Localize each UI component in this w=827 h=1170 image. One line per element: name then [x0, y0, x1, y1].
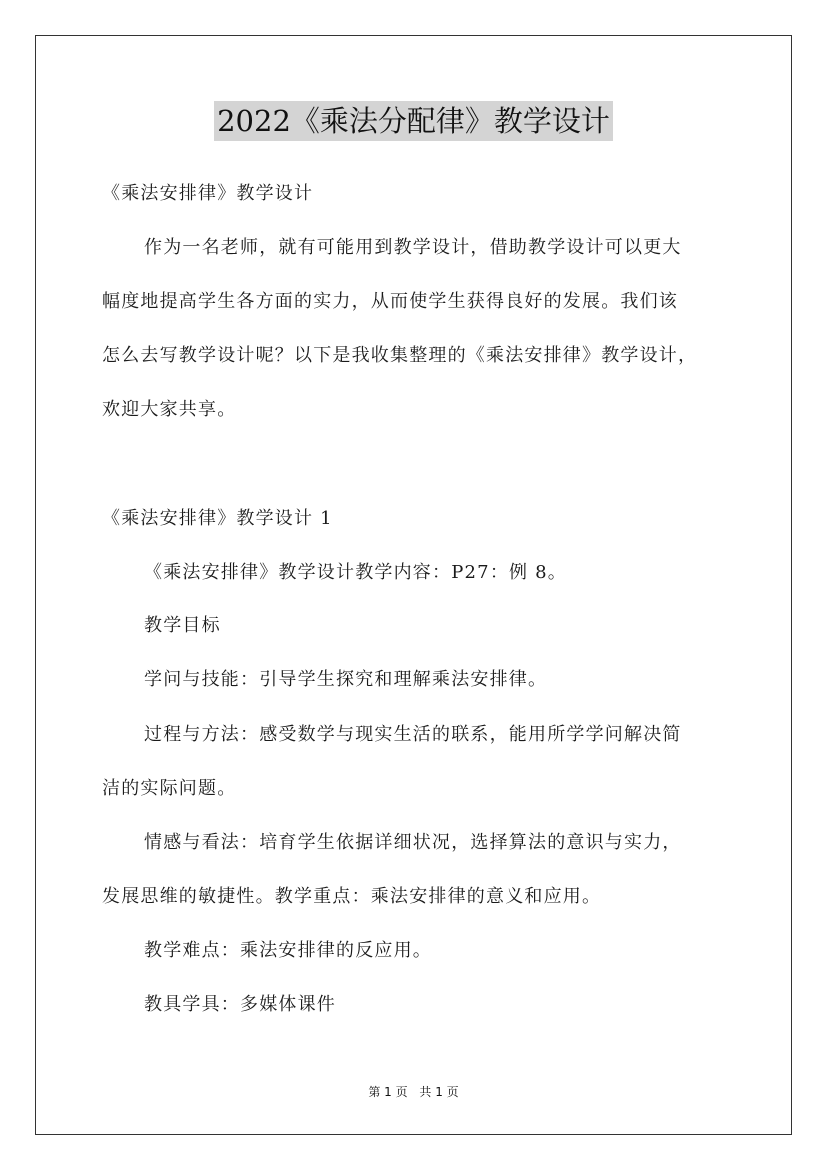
page-number-current: 第 1 页 [368, 1085, 408, 1099]
content-line: 《乘法安排律》教学设计教学内容：P27：例 8。 [144, 562, 567, 583]
knowledge-line: 学问与技能：引导学生探究和理解乘法安排律。 [144, 669, 548, 690]
emotion-line-1: 情感与看法：培育学生依据详细状况，选择算法的意识与实力， [144, 832, 682, 853]
intro-line-3: 怎么去写教学设计呢？以下是我收集整理的《乘法安排律》教学设计， [102, 345, 698, 366]
page-number-total: 共 1 页 [419, 1085, 459, 1099]
document-heading: 《乘法安排律》教学设计 [102, 183, 314, 204]
intro-line-1: 作为一名老师，就有可能用到教学设计，借助教学设计可以更大 [144, 237, 682, 258]
page-footer [0, 1084, 827, 1100]
objectives-heading: 教学目标 [144, 615, 221, 636]
document-title: 2022《乘法分配律》教学设计 [214, 101, 613, 141]
intro-line-2: 幅度地提高学生各方面的实力，从而使学生获得良好的发展。我们该 [102, 291, 678, 312]
intro-line-4: 欢迎大家共享。 [102, 399, 237, 420]
emotion-line-2: 发展思维的敏捷性。教学重点：乘法安排律的意义和应用。 [102, 886, 602, 907]
process-line-2: 洁的实际问题。 [102, 778, 237, 799]
process-line-1: 过程与方法：感受数学与现实生活的联系，能用所学学问解决简 [144, 724, 682, 745]
tools-line: 教具学具：多媒体课件 [144, 994, 336, 1015]
title-container [0, 101, 827, 141]
difficulty-line: 教学难点：乘法安排律的反应用。 [144, 940, 432, 961]
section-heading: 《乘法安排律》教学设计 1 [102, 508, 333, 529]
